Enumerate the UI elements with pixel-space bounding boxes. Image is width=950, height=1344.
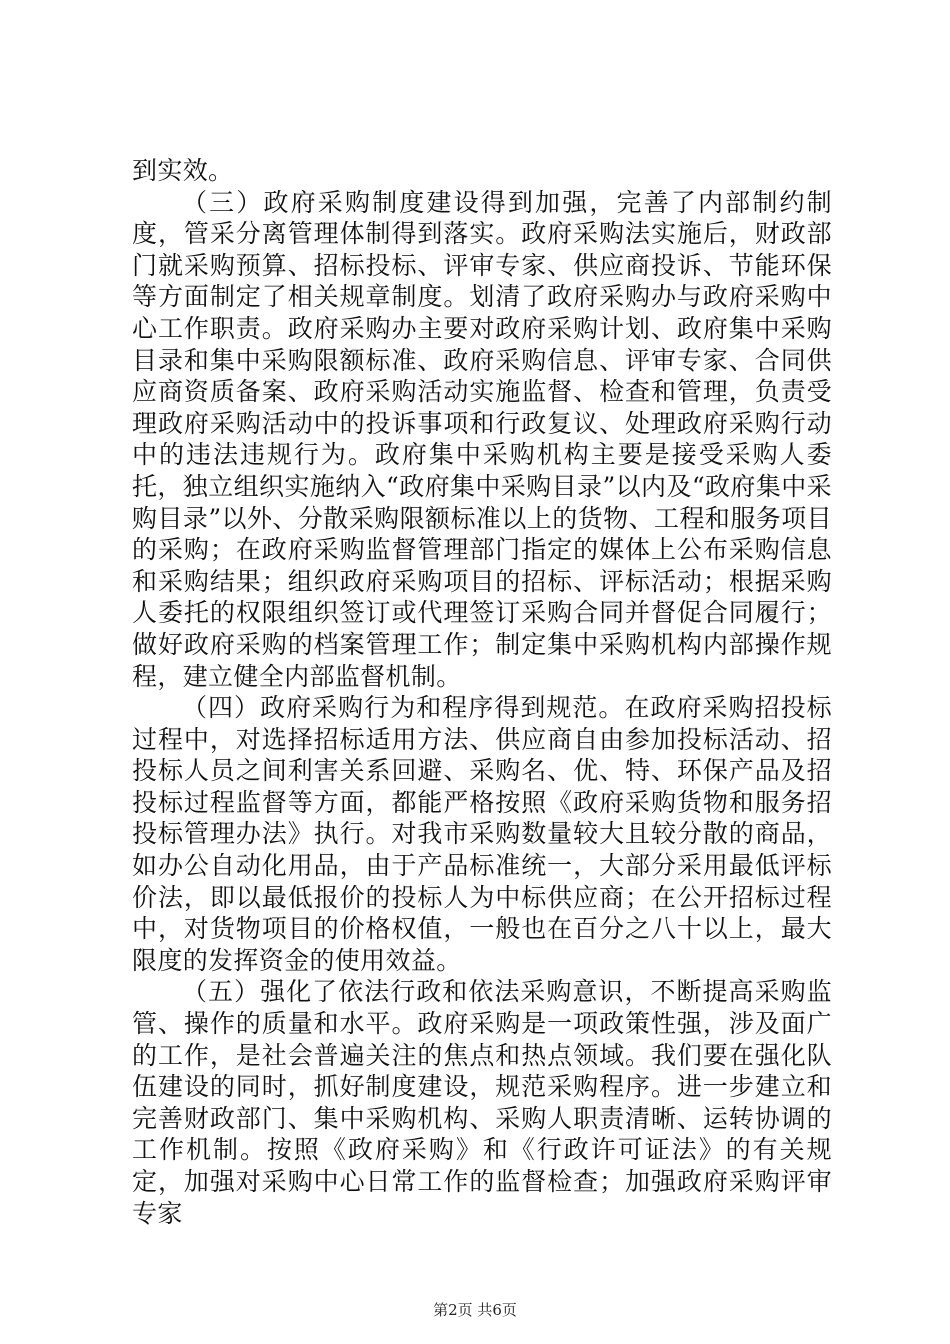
paragraph-section-three: （三）政府采购制度建设得到加强，完善了内部制约制度，管采分离管理体制得到落实。政府采购法实施后，财政部门就采购预算、招标投标、评审专家、供应商投诉、节能环保等方面制定了相关规章制度。划清了政府采购办与政府采购中心工作职责。政府采购办主要对政府采购计划、政府集中采购目录和集中采购限额标准、政府采购信息、评审专家、合同供应商资质备案、政府采购活动实施监督、检查和管理，负责受理政府采购活动中的投诉事项和行政复议、处理政府采购行动中的违法违规行为。政府集中采购机构主要是接受采购人委托，独立组织实施纳入“政府集中采购目录”以内及“政府集中采购目录”以外、分散采购限额标准以上的货物、工程和服务项目的采购；在政府采购监督管理部门指定的媒体上公布采购信息和采购结果；组织政府采购项目的招标、评标活动；根据采购人委托的权限组织签订或代理签订采购合同并督促合同履行；做好政府采购的档案管理工作；制定集中采购机构内部操作规程，建立健全内部监督机制。	[132, 187, 832, 691]
document-body	[132, 155, 832, 1229]
paragraph-continuation: 到实效。	[132, 156, 234, 185]
page-number-footer: 第2页 共6页	[433, 1301, 517, 1319]
paragraph-section-five: （五）强化了依法行政和依法采购意识，不断提高采购监管、操作的质量和水平。政府采购是一项政策性强，涉及面广的工作，是社会普遍关注的焦点和热点领域。我们要在强化队伍建设的同时，抓好制度建设，规范采购程序。进一步建立和完善财政部门、集中采购机构、采购人职责清晰、运转协调的工作机制。按照《政府采购》和《行政许可证法》的有关规定，加强对采购中心日常工作的监督检查；加强政府采购评审专家	[132, 977, 832, 1228]
paragraph-section-four: （四）政府采购行为和程序得到规范。在政府采购招投标过程中，对选择招标适用方法、供应商自由参加投标活动、招投标人员之间利害关系回避、采购名、优、特、环保产品及招投标过程监督等方面，都能严格按照《政府采购货物和服务招投标管理办法》执行。对我市采购数量较大且较分散的商品，如办公自动化用品，由于产品标准统一，大部分采用最低评标价法，即以最低报价的投标人为中标供应商；在公开招标过程中，对货物项目的价格权值，一般也在百分之八十以上，最大限度的发挥资金的使用效益。	[132, 693, 832, 975]
